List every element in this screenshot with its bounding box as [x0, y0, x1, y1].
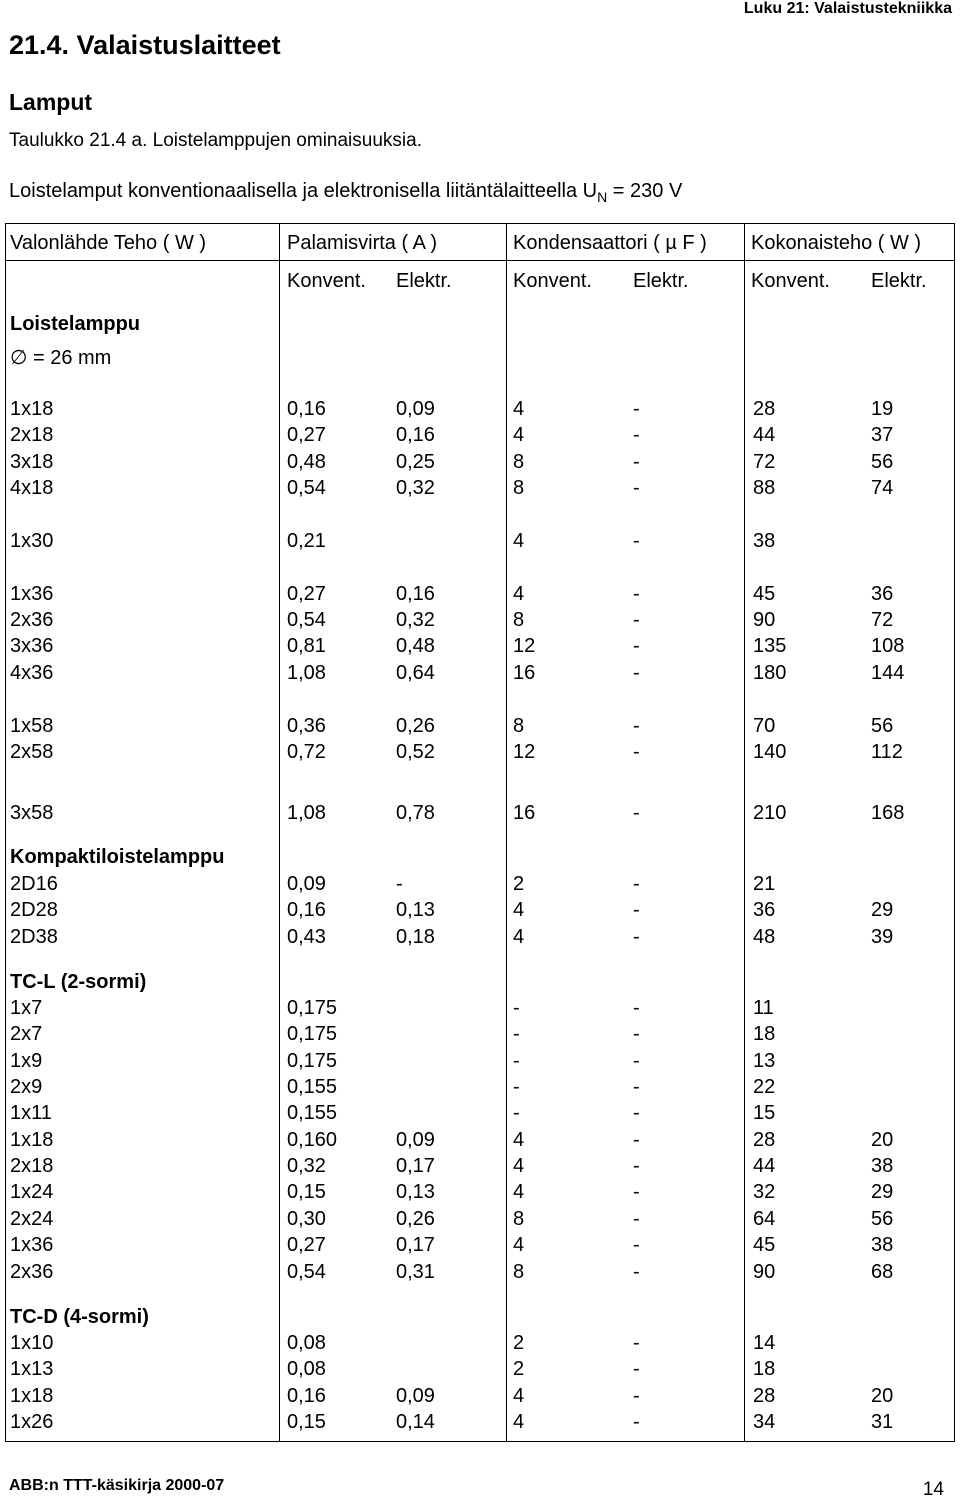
cell-capacitor-elektr: -: [633, 1076, 640, 1098]
cell-capacitor-konvent: 4: [513, 398, 525, 420]
cell-power-elektr: 56: [871, 715, 894, 737]
group-label: Kompaktiloistelamppu: [10, 846, 225, 868]
cell-lamp-type: 1x11: [10, 1102, 52, 1124]
cell-current-konvent: 0,27: [287, 424, 326, 446]
cell-lamp-type: 2x18: [10, 1155, 54, 1177]
cell-current-konvent: 0,32: [287, 1155, 326, 1177]
group-diameter: ∅ = 26 mm: [10, 347, 112, 369]
cell-capacitor-konvent: 2: [513, 1358, 525, 1380]
cell-capacitor-elektr: -: [633, 899, 640, 921]
cell-current-elektr: 0,26: [396, 715, 435, 737]
cell-current-konvent: 0,27: [287, 1234, 326, 1256]
cell-lamp-type: 4x36: [10, 662, 54, 684]
cell-lamp-type: 2x18: [10, 424, 54, 446]
header-capacitor: Kondensaattori ( µ F ): [513, 232, 707, 254]
cell-capacitor-konvent: 4: [513, 583, 525, 605]
cell-capacitor-elektr: -: [633, 477, 640, 499]
cell-power-konvent: 88: [753, 477, 776, 499]
cell-capacitor-konvent: 4: [513, 1181, 525, 1203]
cell-capacitor-konvent: 4: [513, 1411, 525, 1433]
cell-power-elektr: 56: [871, 451, 894, 473]
cell-current-elektr: 0,32: [396, 477, 435, 499]
sub-title: Lamput: [9, 89, 93, 115]
cell-capacitor-konvent: 4: [513, 424, 525, 446]
cell-lamp-type: 1x18: [10, 1385, 54, 1407]
cell-capacitor-elektr: -: [633, 1155, 640, 1177]
cell-current-konvent: 0,175: [287, 1050, 338, 1072]
subheader-current-elektr: Elektr.: [396, 270, 452, 292]
cell-current-konvent: 0,160: [287, 1129, 338, 1151]
cell-power-elektr: 56: [871, 1208, 894, 1230]
cell-capacitor-elektr: -: [633, 1129, 640, 1151]
cell-lamp-type: 4x18: [10, 477, 54, 499]
cell-current-konvent: 0,54: [287, 1261, 326, 1283]
cell-power-konvent: 32: [753, 1181, 776, 1203]
cell-power-konvent: 48: [753, 926, 776, 948]
subheader-capacitor-konvent: Konvent.: [513, 270, 592, 292]
cell-capacitor-konvent: 4: [513, 1129, 525, 1151]
cell-lamp-type: 2x24: [10, 1208, 54, 1230]
group-label: TC-L (2-sormi): [10, 971, 147, 993]
cell-power-konvent: 135: [753, 635, 787, 657]
cell-current-konvent: 0,15: [287, 1411, 326, 1433]
cell-capacitor-konvent: 16: [513, 662, 536, 684]
subheader-capacitor-elektr: Elektr.: [633, 270, 689, 292]
cell-lamp-type: 2x9: [10, 1076, 43, 1098]
cell-power-konvent: 22: [753, 1076, 776, 1098]
cell-current-elektr: 0,13: [396, 899, 435, 921]
cell-current-elektr: 0,26: [396, 1208, 435, 1230]
table-col-divider-1: [279, 223, 280, 1442]
group-label-loistelamppu: Loistelamppu: [10, 313, 141, 335]
cell-capacitor-elektr: -: [633, 1358, 640, 1380]
cell-current-elektr: 0,16: [396, 583, 435, 605]
cell-capacitor-elektr: -: [633, 741, 640, 763]
cell-lamp-type: 1x18: [10, 1129, 54, 1151]
table-col-divider-2: [506, 223, 507, 1442]
intro-subscript: N: [597, 189, 608, 205]
cell-current-konvent: 0,16: [287, 1385, 326, 1407]
cell-current-konvent: 0,43: [287, 926, 326, 948]
cell-current-konvent: 0,16: [287, 899, 326, 921]
running-head: Luku 21: Valaistustekniikka: [743, 0, 952, 17]
cell-current-elektr: 0,13: [396, 1181, 435, 1203]
header-light-source: Valonlähde Teho ( W ): [10, 232, 207, 254]
cell-power-konvent: 210: [753, 802, 787, 824]
cell-lamp-type: 2x58: [10, 741, 54, 763]
cell-power-elektr: 20: [871, 1385, 894, 1407]
cell-capacitor-konvent: 8: [513, 609, 525, 631]
cell-capacitor-elektr: -: [633, 424, 640, 446]
cell-power-elektr: 31: [871, 1411, 894, 1433]
cell-capacitor-elektr: -: [633, 1181, 640, 1203]
intro-main: Loistelamput konventionaalisella ja elektronisella liitäntälaitteella U: [9, 180, 598, 202]
table-right-border: [954, 223, 955, 1442]
cell-power-elektr: 68: [871, 1261, 894, 1283]
cell-power-konvent: 90: [753, 1261, 776, 1283]
cell-lamp-type: 1x36: [10, 1234, 54, 1256]
cell-lamp-type: 2x36: [10, 609, 54, 631]
cell-power-elektr: 168: [871, 802, 905, 824]
cell-current-elektr: 0,17: [396, 1234, 435, 1256]
cell-lamp-type: 1x58: [10, 715, 54, 737]
cell-lamp-type: 2x36: [10, 1261, 54, 1283]
cell-capacitor-konvent: -: [513, 1076, 520, 1098]
cell-current-konvent: 1,08: [287, 662, 326, 684]
cell-power-konvent: 72: [753, 451, 776, 473]
cell-capacitor-konvent: 4: [513, 926, 525, 948]
header-total-power: Kokonaisteho ( W ): [751, 232, 922, 254]
cell-lamp-type: 1x13: [10, 1358, 54, 1380]
cell-power-konvent: 28: [753, 1129, 776, 1151]
cell-power-konvent: 28: [753, 398, 776, 420]
cell-power-konvent: 14: [753, 1332, 776, 1354]
cell-capacitor-konvent: 2: [513, 873, 525, 895]
intro-suffix: = 230 V: [607, 180, 683, 202]
cell-current-elektr: 0,48: [396, 635, 435, 657]
cell-current-elektr: 0,17: [396, 1155, 435, 1177]
cell-power-konvent: 15: [753, 1102, 776, 1124]
cell-power-konvent: 38: [753, 530, 776, 552]
intro-text: [9, 180, 682, 205]
cell-capacitor-elektr: -: [633, 1332, 640, 1354]
cell-power-elektr: 36: [871, 583, 894, 605]
cell-power-elektr: 112: [871, 741, 903, 763]
cell-current-elektr: 0,09: [396, 1385, 435, 1407]
cell-current-konvent: 0,81: [287, 635, 326, 657]
cell-lamp-type: 2D38: [10, 926, 58, 948]
cell-current-elektr: 0,52: [396, 741, 435, 763]
cell-power-konvent: 34: [753, 1411, 776, 1433]
cell-current-konvent: 0,48: [287, 451, 326, 473]
cell-lamp-type: 1x36: [10, 583, 54, 605]
cell-capacitor-konvent: 4: [513, 530, 525, 552]
cell-power-konvent: 180: [753, 662, 787, 684]
cell-power-elektr: 144: [871, 662, 905, 684]
cell-power-elektr: 108: [871, 635, 905, 657]
cell-capacitor-konvent: -: [513, 1023, 520, 1045]
cell-capacitor-elektr: -: [633, 873, 640, 895]
subheader-current-konvent: Konvent.: [287, 270, 366, 292]
cell-lamp-type: 2D28: [10, 899, 58, 921]
cell-power-konvent: 18: [753, 1358, 776, 1380]
cell-power-elektr: 20: [871, 1129, 894, 1151]
cell-lamp-type: 1x7: [10, 997, 43, 1019]
cell-capacitor-elektr: -: [633, 1411, 640, 1433]
cell-lamp-type: 3x58: [10, 802, 54, 824]
cell-current-elektr: 0,09: [396, 398, 435, 420]
cell-current-konvent: 0,175: [287, 997, 338, 1019]
cell-capacitor-konvent: -: [513, 1050, 520, 1072]
cell-current-konvent: 0,36: [287, 715, 326, 737]
cell-lamp-type: 1x30: [10, 530, 54, 552]
cell-power-konvent: 70: [753, 715, 776, 737]
cell-capacitor-elektr: -: [633, 1261, 640, 1283]
cell-capacitor-konvent: 8: [513, 715, 525, 737]
cell-capacitor-konvent: -: [513, 1102, 520, 1124]
cell-current-konvent: 0,54: [287, 609, 326, 631]
cell-power-elektr: 38: [871, 1155, 894, 1177]
cell-power-konvent: 44: [753, 1155, 776, 1177]
cell-current-elektr: 0,31: [396, 1261, 435, 1283]
cell-current-konvent: 0,09: [287, 873, 326, 895]
table-left-border: [5, 223, 6, 1442]
cell-power-konvent: 64: [753, 1208, 776, 1230]
cell-capacitor-konvent: 12: [513, 635, 536, 657]
cell-capacitor-konvent: -: [513, 997, 520, 1019]
cell-current-elektr: 0,09: [396, 1129, 435, 1151]
group-label: TC-D (4-sormi): [10, 1306, 149, 1328]
cell-power-konvent: 11: [753, 997, 774, 1019]
cell-current-elektr: 0,14: [396, 1411, 435, 1433]
header-burning-current: Palamisvirta ( A ): [287, 232, 438, 254]
cell-power-konvent: 21: [753, 873, 776, 895]
cell-lamp-type: 1x10: [10, 1332, 54, 1354]
cell-capacitor-elektr: -: [633, 1050, 640, 1072]
table-bottom-border: [5, 1441, 955, 1442]
cell-capacitor-konvent: 4: [513, 1234, 525, 1256]
cell-capacitor-elektr: -: [633, 802, 640, 824]
cell-capacitor-elektr: -: [633, 609, 640, 631]
cell-current-elektr: -: [396, 873, 403, 895]
cell-power-konvent: 13: [753, 1050, 776, 1072]
cell-lamp-type: 2D16: [10, 873, 58, 895]
cell-current-konvent: 0,08: [287, 1358, 326, 1380]
cell-current-konvent: 1,08: [287, 802, 326, 824]
cell-capacitor-elektr: -: [633, 1385, 640, 1407]
cell-capacitor-konvent: 8: [513, 1208, 525, 1230]
cell-power-konvent: 45: [753, 583, 776, 605]
cell-lamp-type: 1x26: [10, 1411, 54, 1433]
footer-source: ABB:n TTT-käsikirja 2000-07: [9, 1477, 225, 1494]
cell-power-konvent: 45: [753, 1234, 776, 1256]
cell-capacitor-elektr: -: [633, 1102, 640, 1124]
subheader-power-konvent: Konvent.: [751, 270, 830, 292]
cell-lamp-type: 2x7: [10, 1023, 43, 1045]
cell-capacitor-elektr: -: [633, 583, 640, 605]
cell-current-konvent: 0,15: [287, 1181, 326, 1203]
cell-capacitor-konvent: 8: [513, 1261, 525, 1283]
cell-power-elektr: 37: [871, 424, 894, 446]
cell-power-elektr: 19: [871, 398, 894, 420]
cell-power-konvent: 44: [753, 424, 776, 446]
cell-capacitor-elektr: -: [633, 1208, 640, 1230]
cell-capacitor-elektr: -: [633, 635, 640, 657]
cell-lamp-type: 1x9: [10, 1050, 43, 1072]
cell-lamp-type: 3x18: [10, 451, 54, 473]
cell-current-elektr: 0,25: [396, 451, 435, 473]
cell-power-elektr: 72: [871, 609, 894, 631]
cell-capacitor-konvent: 4: [513, 1155, 525, 1177]
cell-current-konvent: 0,16: [287, 398, 326, 420]
cell-current-elektr: 0,32: [396, 609, 435, 631]
cell-power-konvent: 28: [753, 1385, 776, 1407]
page-number: 14: [922, 1479, 944, 1500]
cell-current-elektr: 0,16: [396, 424, 435, 446]
table-col-divider-3: [744, 223, 745, 1442]
cell-power-elektr: 38: [871, 1234, 894, 1256]
cell-power-konvent: 140: [753, 741, 787, 763]
cell-power-elektr: 39: [871, 926, 894, 948]
cell-current-konvent: 0,155: [287, 1076, 338, 1098]
cell-current-elektr: 0,64: [396, 662, 435, 684]
cell-current-konvent: 0,72: [287, 741, 326, 763]
cell-capacitor-elektr: -: [633, 1023, 640, 1045]
subheader-power-elektr: Elektr.: [871, 270, 927, 292]
cell-lamp-type: 3x36: [10, 635, 54, 657]
table-top-border: [5, 223, 955, 224]
cell-capacitor-elektr: -: [633, 1234, 640, 1256]
cell-current-elektr: 0,78: [396, 802, 435, 824]
cell-capacitor-konvent: 16: [513, 802, 536, 824]
cell-capacitor-konvent: 4: [513, 899, 525, 921]
cell-lamp-type: 1x18: [10, 398, 54, 420]
cell-capacitor-konvent: 8: [513, 451, 525, 473]
cell-current-konvent: 0,54: [287, 477, 326, 499]
cell-current-konvent: 0,21: [287, 530, 326, 552]
cell-capacitor-konvent: 8: [513, 477, 525, 499]
cell-capacitor-konvent: 12: [513, 741, 536, 763]
section-title: 21.4. Valaistuslaitteet: [9, 30, 281, 60]
cell-current-konvent: 0,27: [287, 583, 326, 605]
cell-capacitor-elektr: -: [633, 926, 640, 948]
cell-capacitor-konvent: 2: [513, 1332, 525, 1354]
cell-power-elektr: 29: [871, 899, 894, 921]
cell-capacitor-elektr: -: [633, 997, 640, 1019]
cell-current-konvent: 0,155: [287, 1102, 338, 1124]
table-header-divider: [5, 260, 955, 261]
cell-power-konvent: 90: [753, 609, 776, 631]
cell-current-konvent: 0,08: [287, 1332, 326, 1354]
cell-power-elektr: 74: [871, 477, 894, 499]
cell-power-konvent: 18: [753, 1023, 776, 1045]
cell-current-konvent: 0,30: [287, 1208, 326, 1230]
cell-current-elektr: 0,18: [396, 926, 435, 948]
table-caption: Taulukko 21.4 a. Loistelamppujen ominaisuuksia.: [9, 130, 422, 151]
cell-power-konvent: 36: [753, 899, 776, 921]
cell-capacitor-elektr: -: [633, 451, 640, 473]
cell-capacitor-elektr: -: [633, 715, 640, 737]
cell-capacitor-elektr: -: [633, 530, 640, 552]
cell-current-konvent: 0,175: [287, 1023, 338, 1045]
cell-capacitor-konvent: 4: [513, 1385, 525, 1407]
cell-capacitor-elektr: -: [633, 662, 640, 684]
cell-power-elektr: 29: [871, 1181, 894, 1203]
cell-lamp-type: 1x24: [10, 1181, 54, 1203]
cell-capacitor-elektr: -: [633, 398, 640, 420]
